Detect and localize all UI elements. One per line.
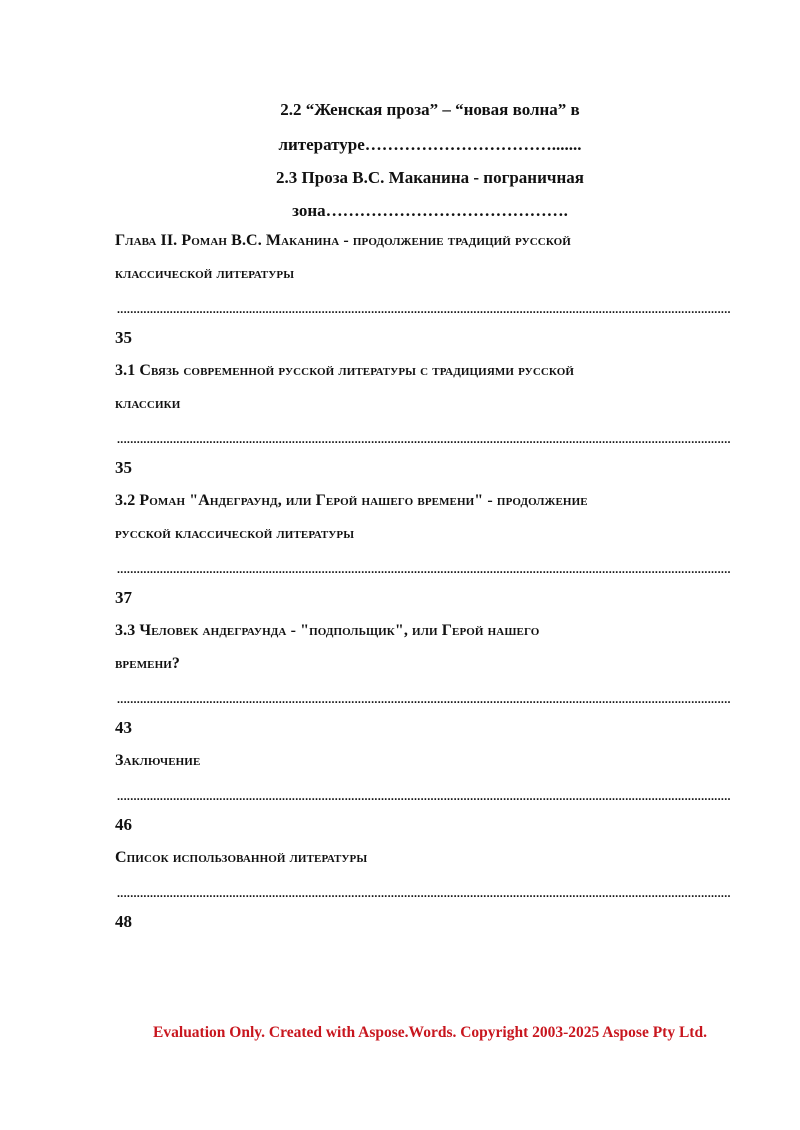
toc-entry-chapter-2-title: Глава II. Роман В.С. Маканина - продолжение традиций русской [115,232,571,249]
toc-leader-dots: .......................................................................................................................................................................................... [117,789,731,803]
toc-leader-dots: .......................................................................................................................................................................................... [117,302,731,316]
toc-subentry-2-3-line2: зона……………………………………. [292,201,568,220]
toc-entry-chapter-2-page: 35 [115,328,132,347]
toc-subentry-2-3-line1: 2.3 Проза В.С. Маканина - пограничная [276,168,584,187]
toc-leader-dots: .......................................................................................................................................................................................... [117,562,731,576]
toc-entry-3-1-title: 3.1 Связь современной русской литературы с традициями русской [115,362,575,379]
toc-subentry-2-2-line1: 2.2 “Женская проза” – “новая волна” в [280,100,580,119]
toc-entry-conclusion-page: 46 [115,815,132,834]
toc-entry-3-2-title: 3.2 Роман "Андеграунд, или Герой нашего времени" - продолжение [115,492,588,509]
toc-leader-dots: .......................................................................................................................................................................................... [117,692,731,706]
toc-entry-3-3-title: 3.3 Человек андеграунда - "подпольщик", или Герой нашего [115,622,540,639]
toc-entry-bibliography-page: 48 [115,912,132,931]
toc-entry-bibliography-title: Список использованной литературы [115,849,368,866]
toc-entry-3-3-title-cont: времени? [115,655,181,672]
toc-entry-chapter-2-title-cont: классической литературы [115,265,295,282]
toc-subentry-2-2-line2: литературе……………………………....... [278,135,582,154]
evaluation-watermark-footer: Evaluation Only. Created with Aspose.Words. Copyright 2003-2025 Aspose Pty Ltd. [153,1024,707,1041]
toc-leader-dots: .......................................................................................................................................................................................... [117,432,731,446]
toc-entry-3-1-page: 35 [115,458,132,477]
toc-entry-3-2-title-cont: русской классической литературы [115,525,355,542]
toc-entry-3-3-page: 43 [115,718,132,737]
toc-leader-dots: .......................................................................................................................................................................................... [117,886,731,900]
toc-entry-conclusion-title: Заключение [115,752,201,769]
toc-entry-3-2-page: 37 [115,588,132,607]
toc-entry-3-1-title-cont: классики [115,395,181,412]
